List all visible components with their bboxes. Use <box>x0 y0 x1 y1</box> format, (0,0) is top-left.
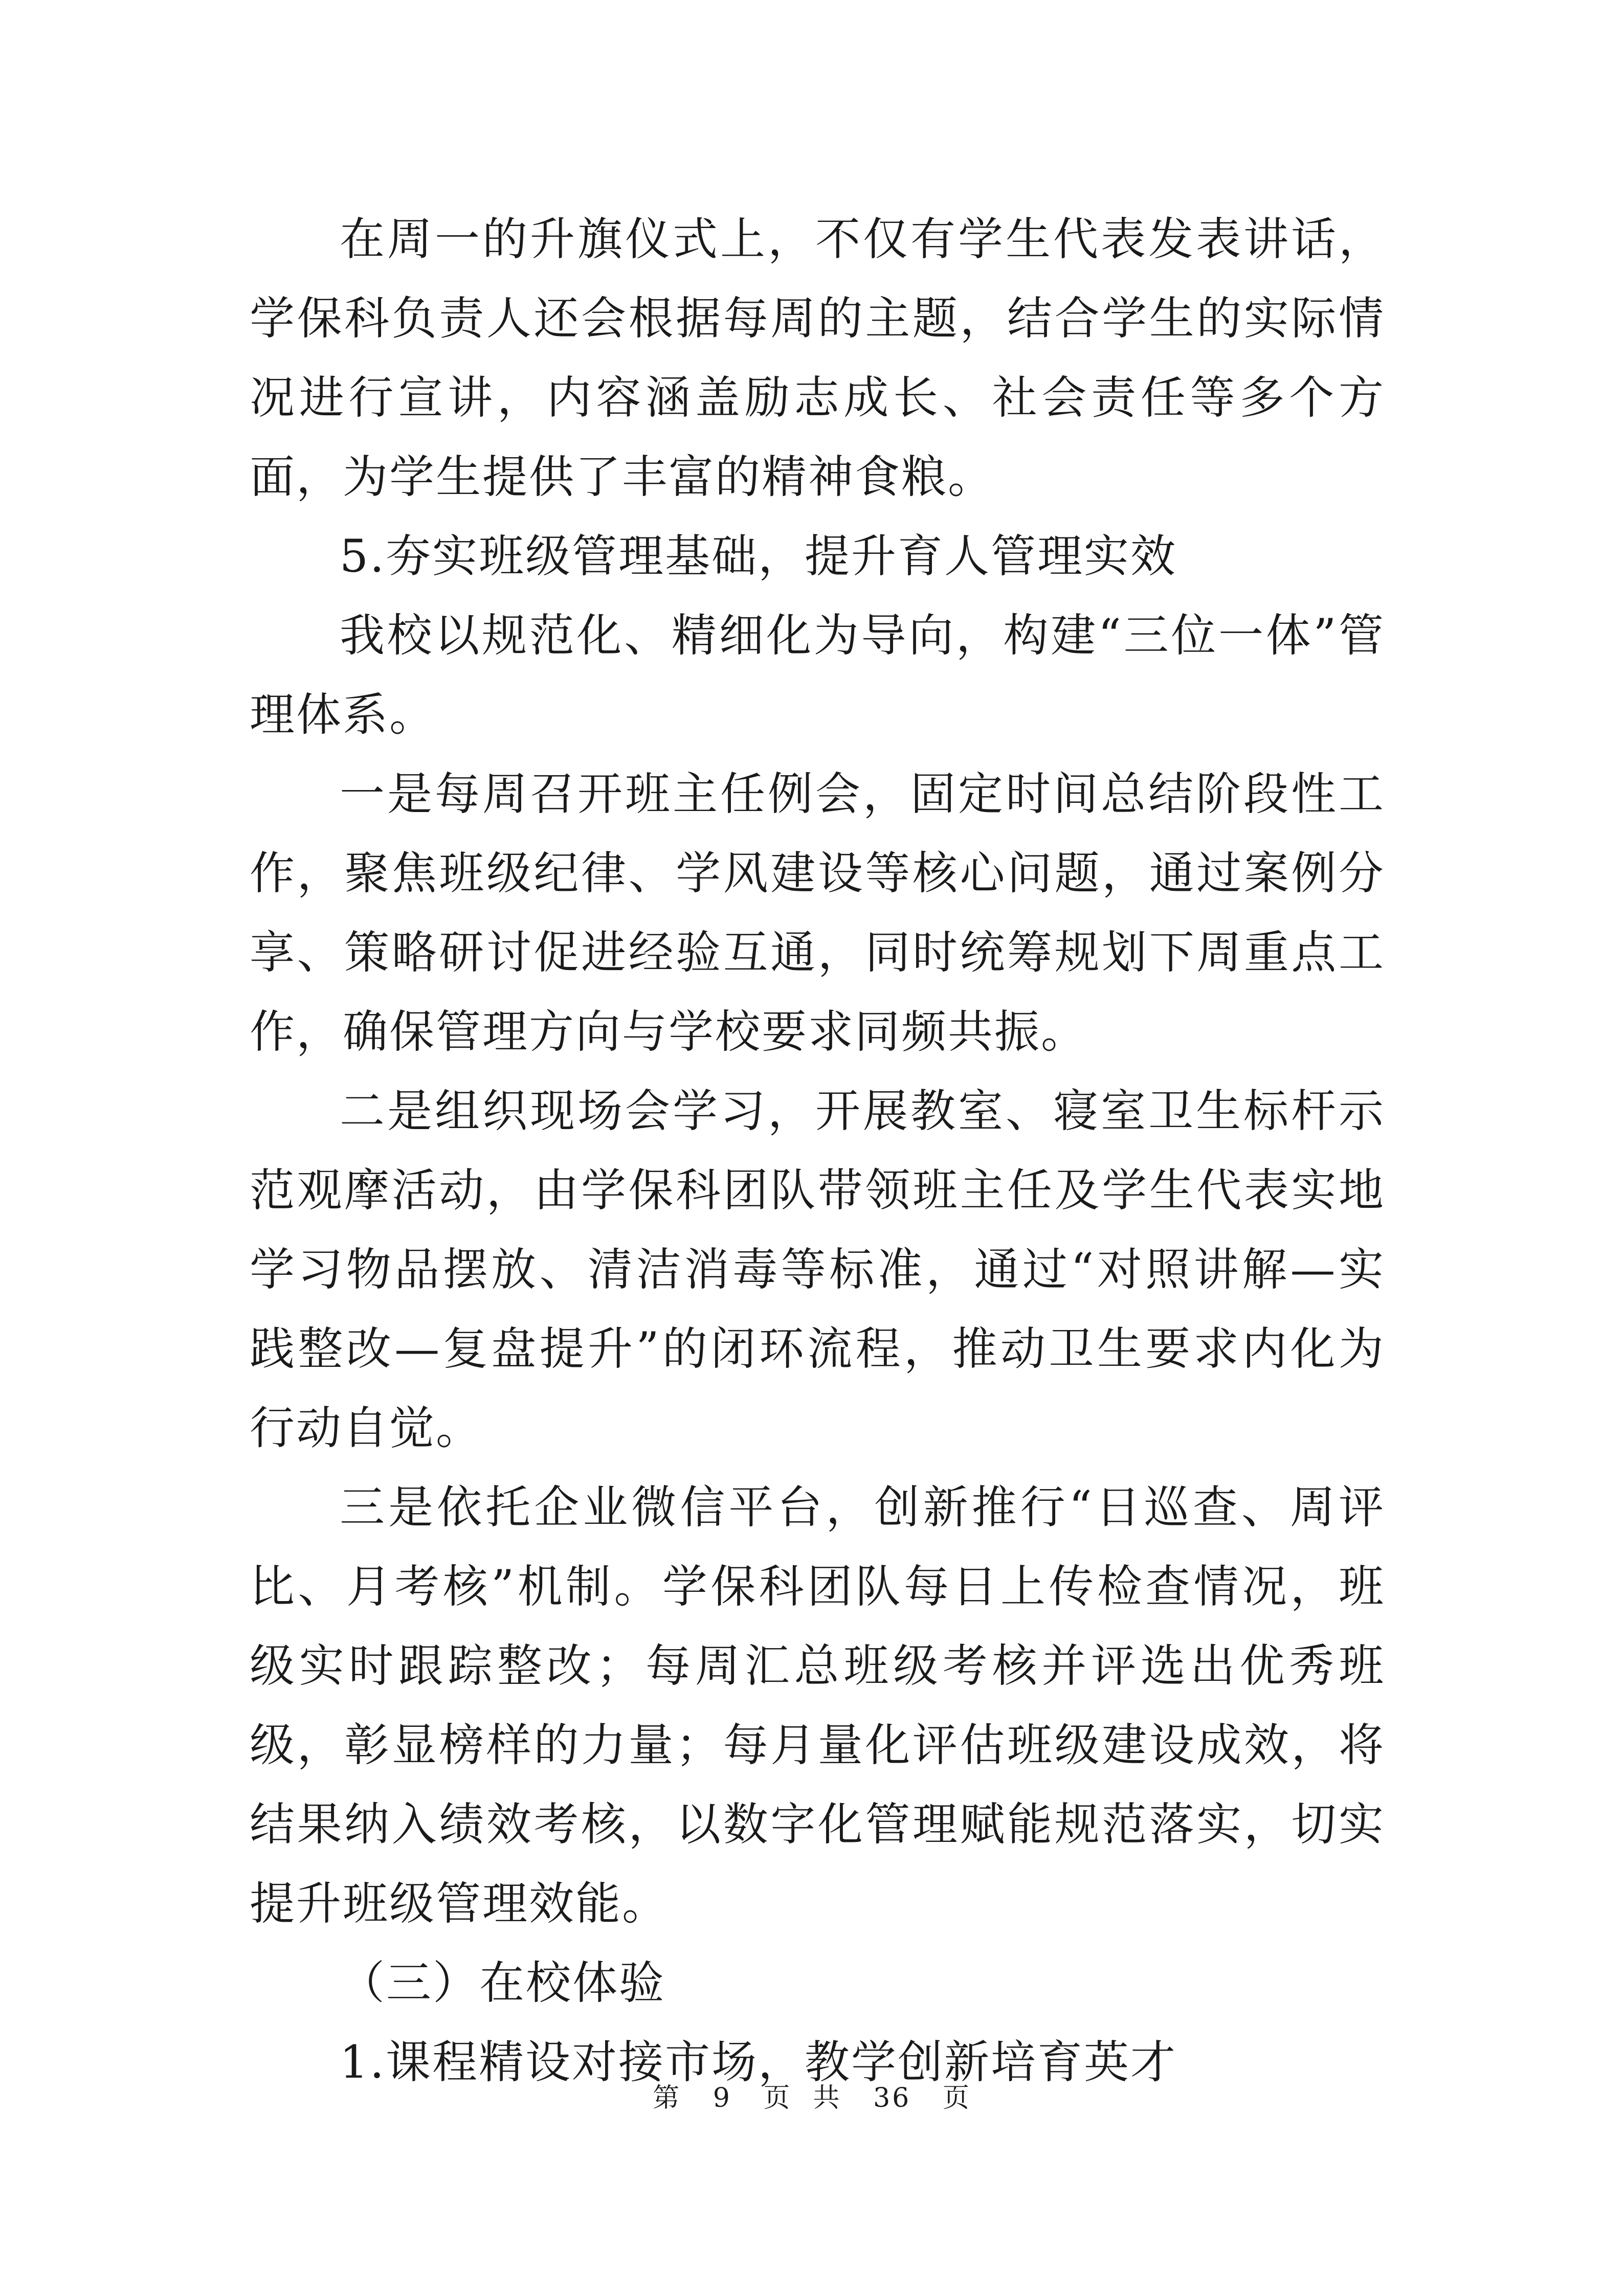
section-heading-class-management: 5.夯实班级管理基础，提升育人管理实效 <box>340 530 1177 582</box>
footer-prefix: 第 <box>653 2083 682 2113</box>
footer-suffix: 页 <box>942 2083 971 2113</box>
paragraph-management-system: 我校以规范化、精细化为导向，构建“三位一体”管理体系。 <box>250 609 1385 741</box>
footer-middle: 页 共 <box>763 2083 842 2113</box>
page-footer <box>0 2076 1624 2114</box>
footer-page-number: 9 <box>713 2083 732 2113</box>
paragraph-onsite-learning: 二是组织现场会学习，开展教室、寝室卫生标杆示范观摩活动，由学保科团队带领班主任及学生代表实地学习物品摆放、清洁消毒等标准，通过“对照讲解—实践整改—复盘提升”的闭环流程，推动卫生要求内化为行动自觉。 <box>250 1085 1385 1454</box>
document-body <box>250 199 1385 2102</box>
paragraph-weekly-meeting: 一是每周召开班主任例会，固定时间总结阶段性工作，聚焦班级纪律、学风建设等核心问题，通过案例分享、策略研讨促进经验互通，同时统筹规划下周重点工作，确保管理方向与学校要求同频共振。 <box>250 768 1385 1058</box>
paragraph-flag-ceremony: 在周一的升旗仪式上，不仅有学生代表发表讲话，学保科负责人还会根据每周的主题，结合学生的实际情况进行宣讲，内容涵盖励志成长、社会责任等多个方面，为学生提供了丰富的精神食粮。 <box>250 213 1385 503</box>
section-heading-campus-experience: （三）在校体验 <box>340 1956 666 2009</box>
section-heading-curriculum: 1.课程精设对接市场，教学创新培育英才 <box>340 2036 1177 2088</box>
footer-total-pages: 36 <box>873 2083 911 2113</box>
paragraph-wecom-platform: 三是依托企业微信平台，创新推行“日巡查、周评比、月考核”机制。学保科团队每日上传检查情况，班级实时跟踪整改；每周汇总班级考核并评选出优秀班级，彰显榜样的力量；每月量化评估班级建设成效，将结果纳入绩效考核，以数字化管理赋能规范落实，切实提升班级管理效能。 <box>250 1481 1385 1930</box>
